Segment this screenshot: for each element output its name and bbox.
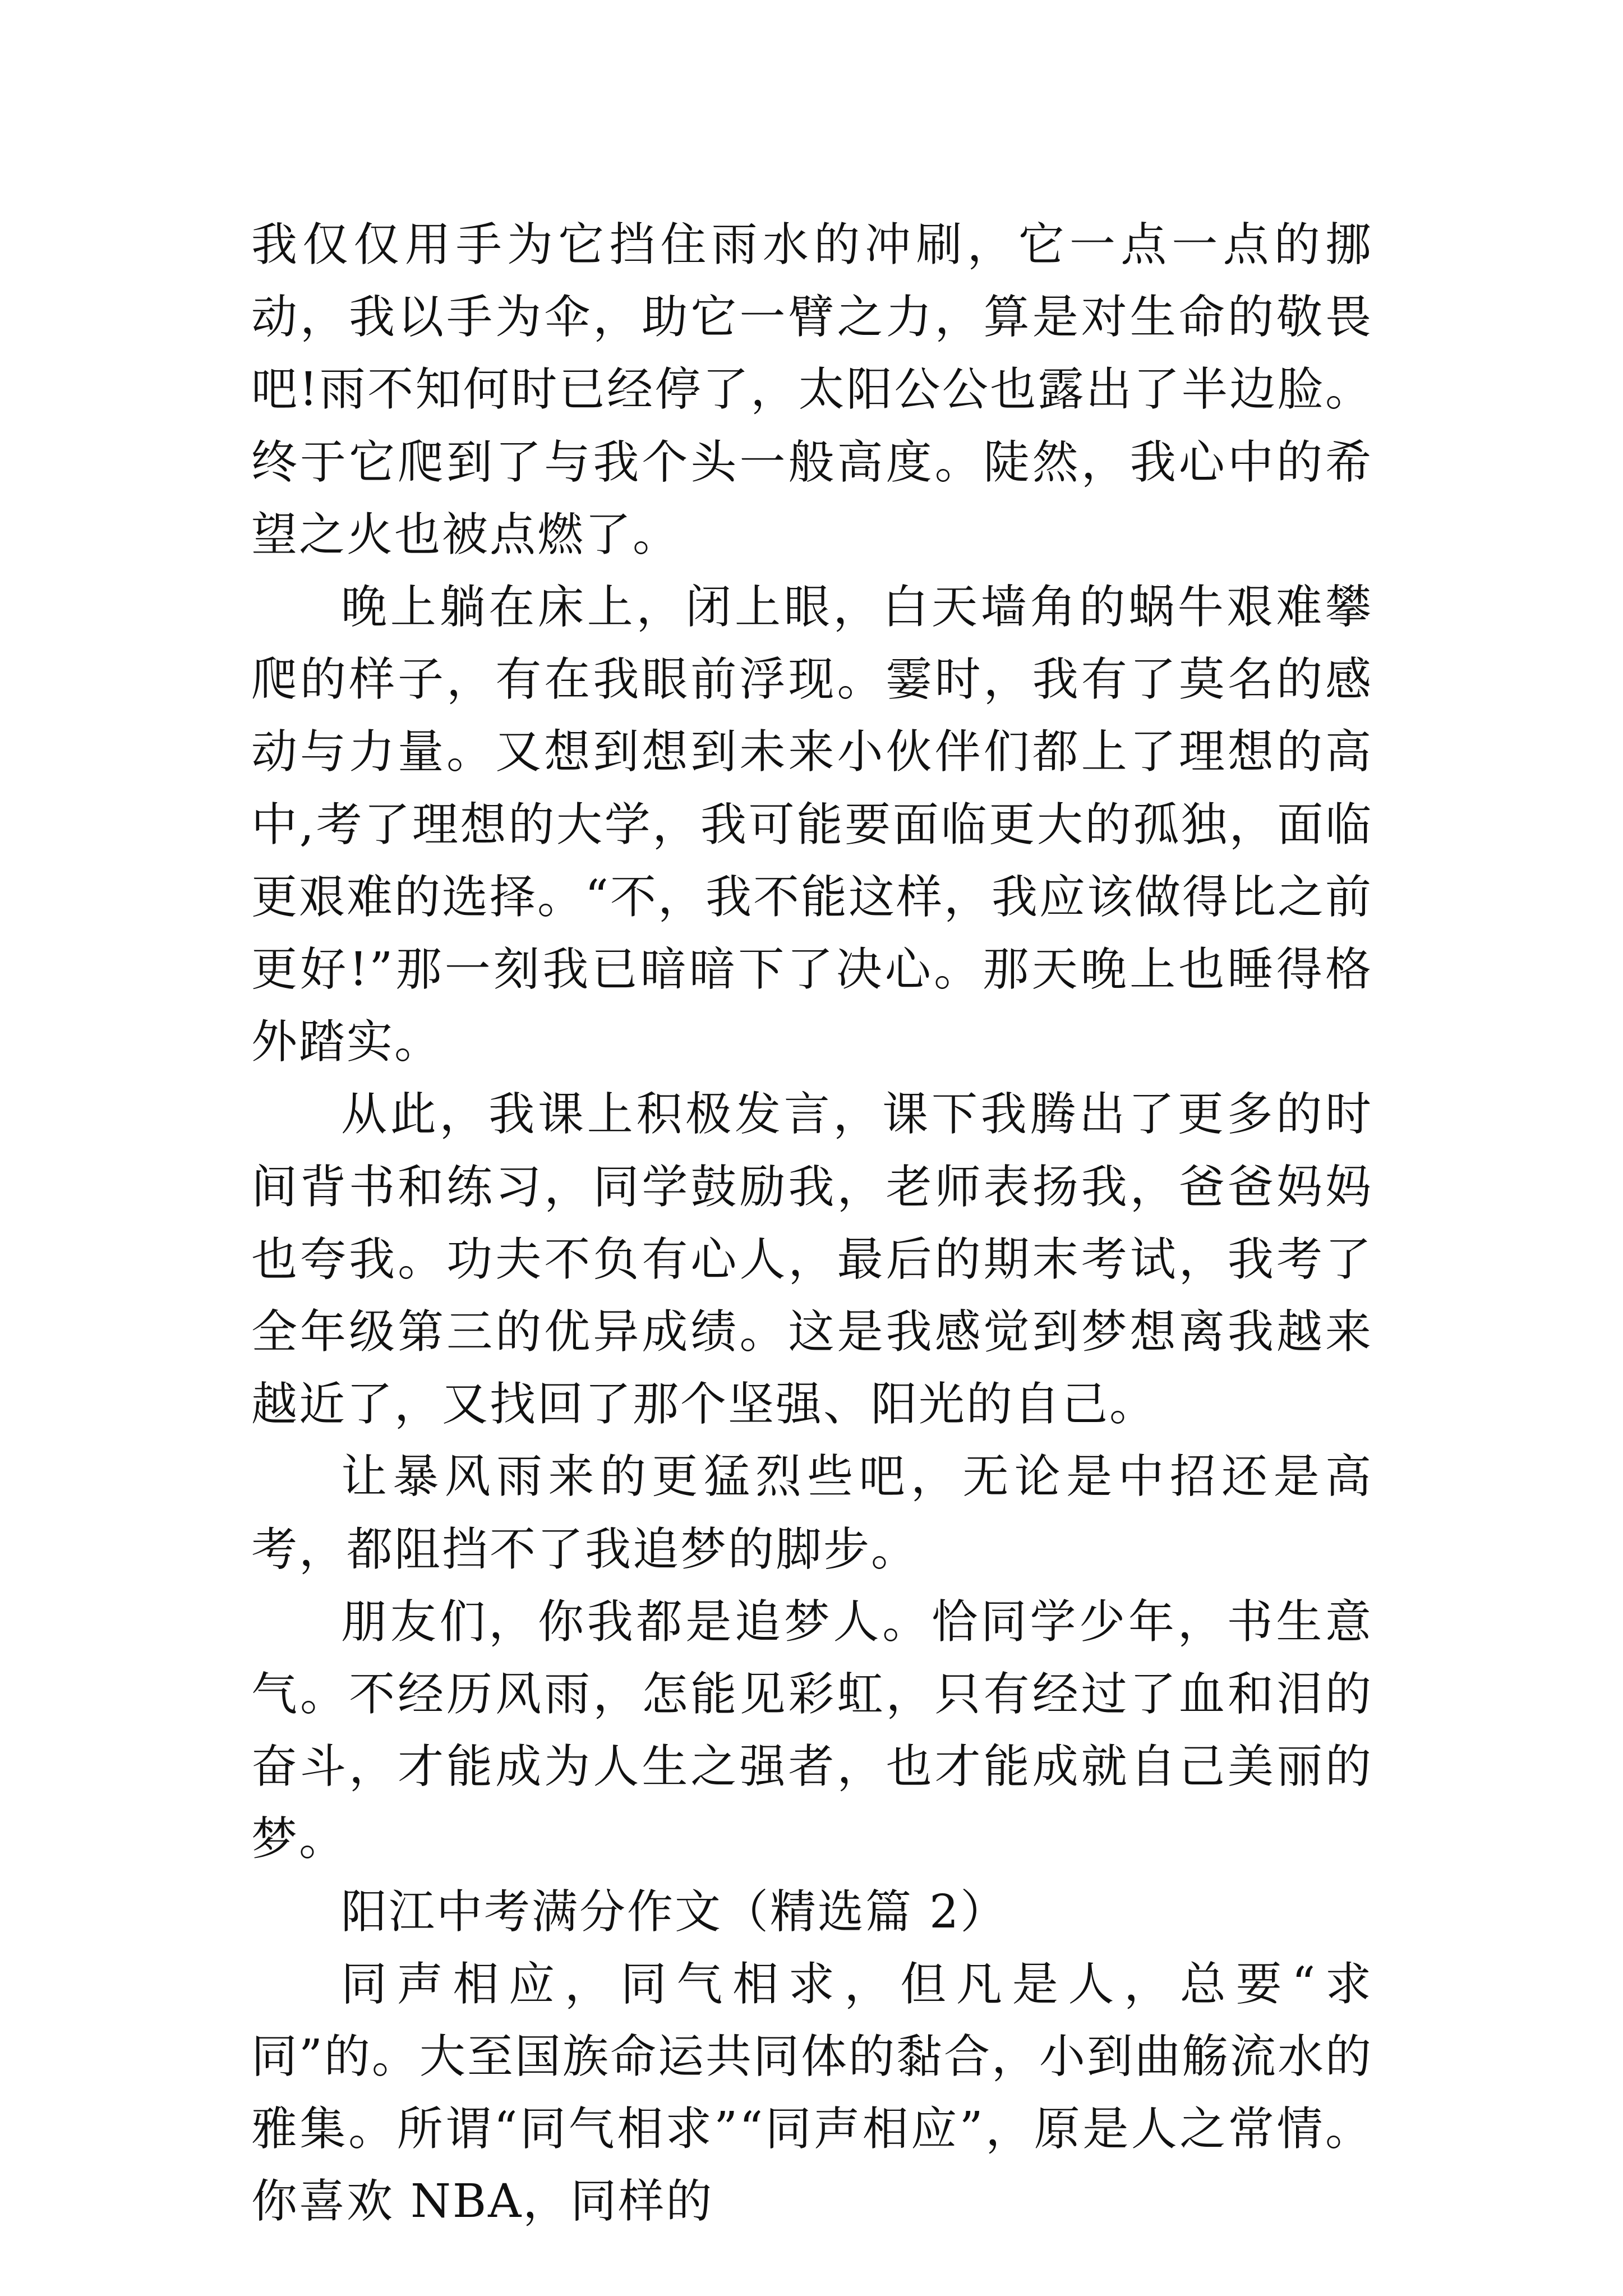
paragraph-3: 从此，我课上积极发言，课下我腾出了更多的时间背书和练习，同学鼓励我，老师表扬我，爸爸妈妈也夸我。功夫不负有心人，最后的期末考试，我考了全年级第三的优异成绩。这是我感觉到梦想离我越来越近了，又找回了那个坚强、阳光的自己。: [251, 1088, 1373, 1432]
paragraph-1: 我仅仅用手为它挡住雨水的冲刷，它一点一点的挪动，我以手为伞，助它一臂之力，算是对生命的敬畏吧!雨不知何时已经停了，太阳公公也露出了半边脸。终于它爬到了与我个头一般高度。陡然，我心中的希望之火也被点燃了。: [251, 218, 1373, 562]
essay-body: [251, 209, 1373, 2238]
paragraph-2: 晚上躺在床上，闭上眼，白天墙角的蜗牛艰难攀爬的样子，有在我眼前浮现。霎时，我有了莫名的感动与力量。又想到想到未来小伙伴们都上了理想的高中,考了理想的大学，我可能要面临更大的孤独，面临更艰难的选择。“不，我不能这样，我应该做得比之前更好!”那一刻我已暗暗下了决心。那天晚上也睡得格外踏实。: [251, 581, 1373, 1069]
paragraph-4: 让暴风雨来的更猛烈些吧，无论是中招还是高考，都阻挡不了我追梦的脚步。: [251, 1450, 1373, 1576]
section-heading: 阳江中考满分作文（精选篇 2）: [341, 1885, 1008, 1939]
paragraph-6: 同声相应，同气相求，但凡是人，总要“求同”的。大至国族命运共同体的黏合，小到曲觞流水的雅集。所谓“同气相求”“同声相应”，原是人之常情。你喜欢 NBA，同样的: [251, 1957, 1373, 2229]
paragraph-5: 朋友们，你我都是追梦人。恰同学少年，书生意气。不经历风雨，怎能见彩虹，只有经过了血和泪的奋斗，才能成为人生之强者，也才能成就自己美丽的梦。: [251, 1595, 1373, 1866]
